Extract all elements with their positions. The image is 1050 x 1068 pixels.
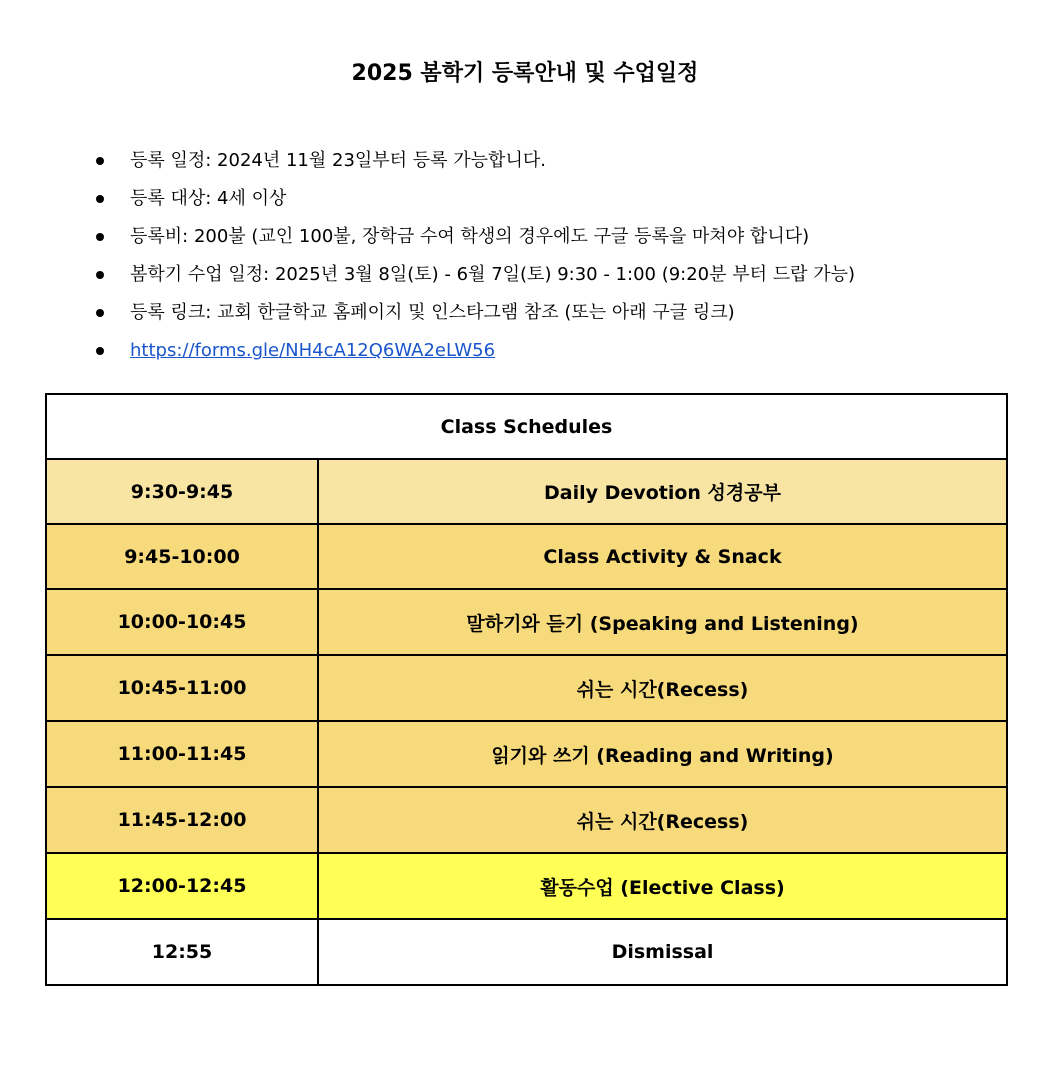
table-header: Class Schedules (46, 394, 1007, 459)
google-form-link[interactable]: https://forms.gle/NH4cA12Q6WA2eLW56 (130, 340, 496, 361)
table-row (46, 919, 1007, 985)
registration-link-info-text: 등록 링크: 교회 한글학교 홈페이지 및 인스타그램 참조 (또는 아래 구글 링크) (130, 302, 735, 323)
activity-cell: Class Activity & Snack (318, 524, 1007, 589)
list-item-fee (90, 218, 855, 256)
table-row (46, 524, 1007, 589)
class-dates-text: 봄학기 수업 일정: 2025년 3월 8일(토) - 6월 7일(토) 9:30 - 1:00 (9:20분 부터 드랍 가능) (130, 264, 856, 285)
time-cell: 12:00-12:45 (46, 853, 318, 919)
activity-cell: 활동수업 (Elective Class) (318, 853, 1007, 919)
activity-cell: 읽기와 쓰기 (Reading and Writing) (318, 721, 1007, 787)
table-header-row (46, 394, 1007, 459)
time-cell: 11:45-12:00 (46, 787, 318, 853)
time-cell: 10:45-11:00 (46, 655, 318, 721)
bullet-icon (96, 309, 104, 317)
bullet-icon (96, 195, 104, 203)
table-row (46, 589, 1007, 655)
bullet-icon (96, 271, 104, 279)
registration-date-text: 등록 일정: 2024년 11월 23일부터 등록 가능합니다. (130, 150, 546, 171)
registration-info-list (90, 142, 855, 370)
table-row (46, 655, 1007, 721)
eligibility-text: 등록 대상: 4세 이상 (130, 188, 287, 209)
table-row (46, 787, 1007, 853)
time-cell: 11:00-11:45 (46, 721, 318, 787)
bullet-icon (96, 347, 104, 355)
list-item-eligibility (90, 180, 855, 218)
activity-cell: Daily Devotion 성경공부 (318, 459, 1007, 524)
activity-cell: 쉬는 시간(Recess) (318, 787, 1007, 853)
time-cell: 9:30-9:45 (46, 459, 318, 524)
list-item-form-link (90, 332, 855, 370)
table-row (46, 459, 1007, 524)
list-item-class-dates (90, 256, 855, 294)
time-cell: 9:45-10:00 (46, 524, 318, 589)
class-schedule-table (45, 393, 1008, 986)
list-item-registration-link-info (90, 294, 855, 332)
activity-cell: 말하기와 듣기 (Speaking and Listening) (318, 589, 1007, 655)
table-row (46, 853, 1007, 919)
page-title: 2025 봄학기 등록안내 및 수업일정 (351, 61, 699, 86)
time-cell: 12:55 (46, 919, 318, 985)
table-row (46, 721, 1007, 787)
bullet-icon (96, 157, 104, 165)
time-cell: 10:00-10:45 (46, 589, 318, 655)
list-item-registration-date (90, 142, 855, 180)
activity-cell: 쉬는 시간(Recess) (318, 655, 1007, 721)
activity-cell: Dismissal (318, 919, 1007, 985)
fee-text: 등록비: 200불 (교인 100불, 장학금 수여 학생의 경우에도 구글 등록을 마쳐야 합니다) (130, 226, 810, 247)
bullet-icon (96, 233, 104, 241)
